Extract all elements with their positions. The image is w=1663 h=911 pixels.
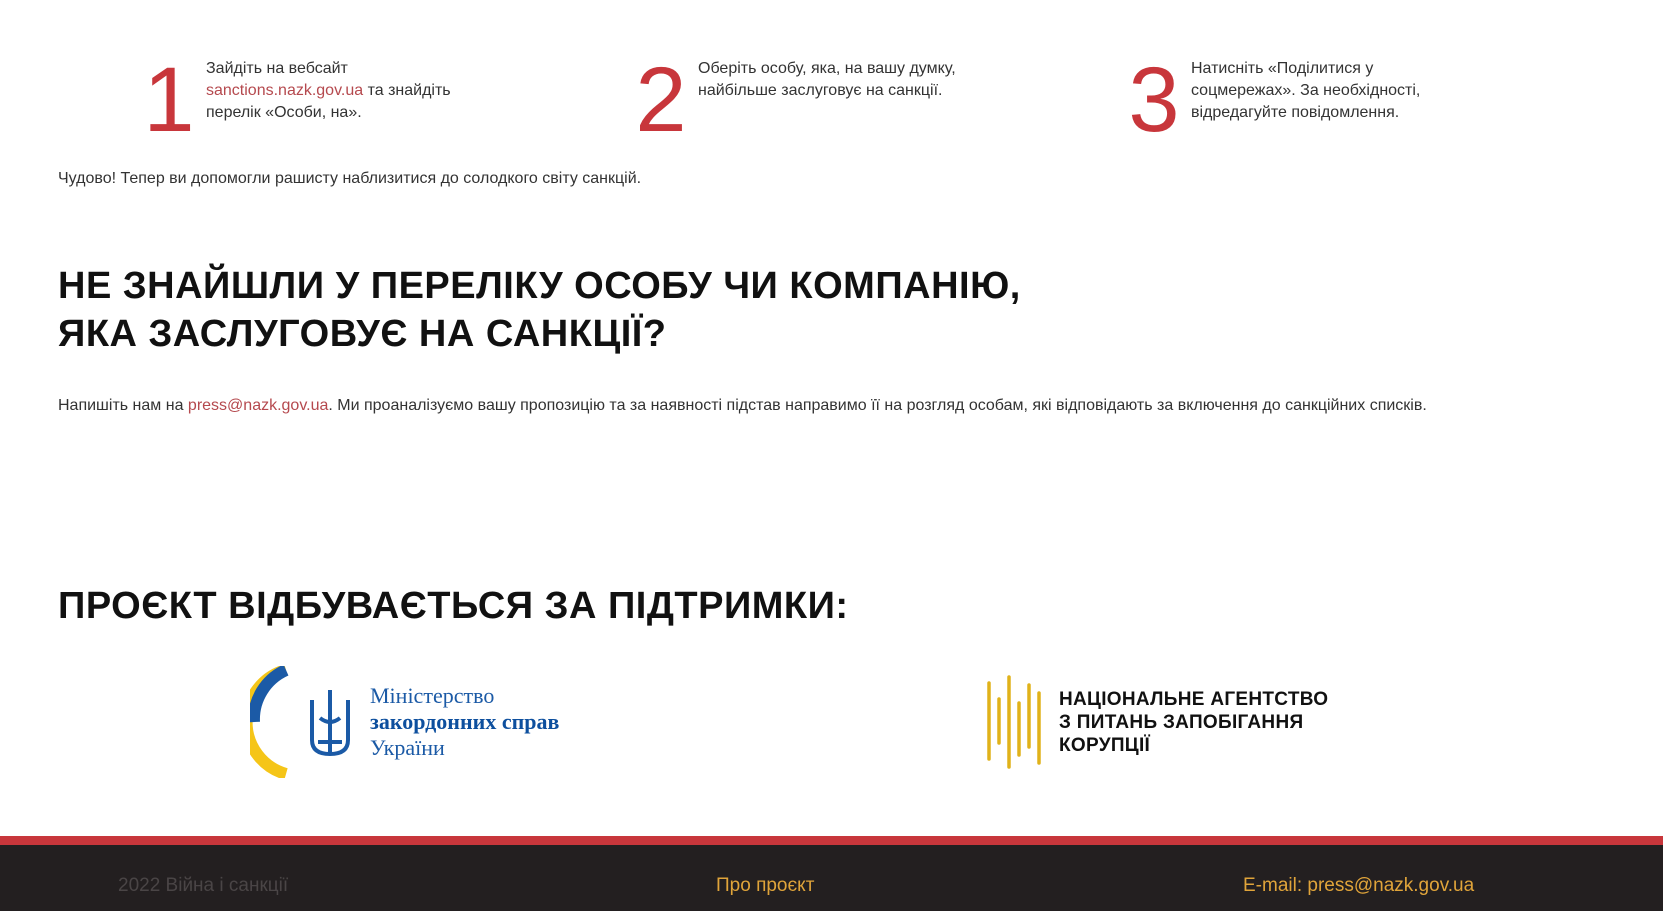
nazk-line: З ПИТАНЬ ЗАПОБІГАННЯ [1059,711,1304,733]
footer-accent-bar [0,836,1663,845]
press-email-link[interactable]: press@nazk.gov.ua [187,397,329,414]
not-found-heading [58,262,1021,358]
step-text [206,58,466,124]
steps-section [0,44,1663,151]
nazk-line: НАЦІОНАЛЬНЕ АГЕНТСТВО [1059,688,1329,710]
footer-copyright: 2022 Війна і санкції [118,875,289,896]
step-1 [140,44,466,151]
footer-about-link[interactable]: Про проєкт [716,875,815,896]
mfa-line: України [370,735,445,760]
step-2 [632,44,958,151]
step-number: 2 [635,49,687,151]
nazk-bars-icon [985,673,1045,771]
footer [0,845,1663,911]
support-heading: ПРОЄКТ ВІДБУВАЄТЬСЯ ЗА ПІДТРИМКИ: [58,585,849,627]
paragraph-part: . Ми проаналізуємо вашу пропозицію та за наявності підстав направимо її на розгляд особам, які відповідають за включення до санкційних списків. [328,397,1427,414]
mfa-emblem-icon [250,666,360,778]
thanks-message: Чудово! Тепер ви допомогли рашисту наблизитися до солодкого світу санкцій. [58,170,642,187]
nazk-line: КОРУПЦІЇ [1059,734,1151,756]
nazk-logo[interactable] [985,672,1328,772]
mfa-name [370,683,559,761]
heading-line: НЕ ЗНАЙШЛИ У ПЕРЕЛІКУ ОСОБУ ЧИ КОМПАНІЮ, [58,265,1021,307]
step-text: Натисніть «Поділитися у соцмережах». За необхідності, відредагуйте повідомлення. [1191,60,1421,121]
mfa-logo[interactable] [250,666,610,778]
mfa-line-bold: закордонних справ [370,709,560,734]
heading-line: ЯКА ЗАСЛУГОВУЄ НА САНКЦІЇ? [58,313,667,355]
step-number: 3 [1128,49,1180,151]
sanctions-site-link[interactable]: sanctions.nazk.gov.ua [206,82,364,99]
step-text-part: Зайдіть на вебсайт [206,60,348,77]
mfa-line: Міністерство [370,683,495,708]
footer-email-link[interactable]: E-mail: press@nazk.gov.ua [1243,875,1475,896]
write-us-paragraph [58,394,1578,417]
step-text-part: та знайдіть перелік «Особи, на». [206,82,451,121]
step-3 [1125,44,1451,151]
step-text: Оберіть особу, яка, на вашу думку, найбільше заслуговує на санкції. [698,60,956,99]
mfa-line [370,709,559,735]
nazk-name [1059,688,1328,757]
paragraph-part: Напишіть нам на [58,397,188,414]
step-number: 1 [143,49,195,151]
